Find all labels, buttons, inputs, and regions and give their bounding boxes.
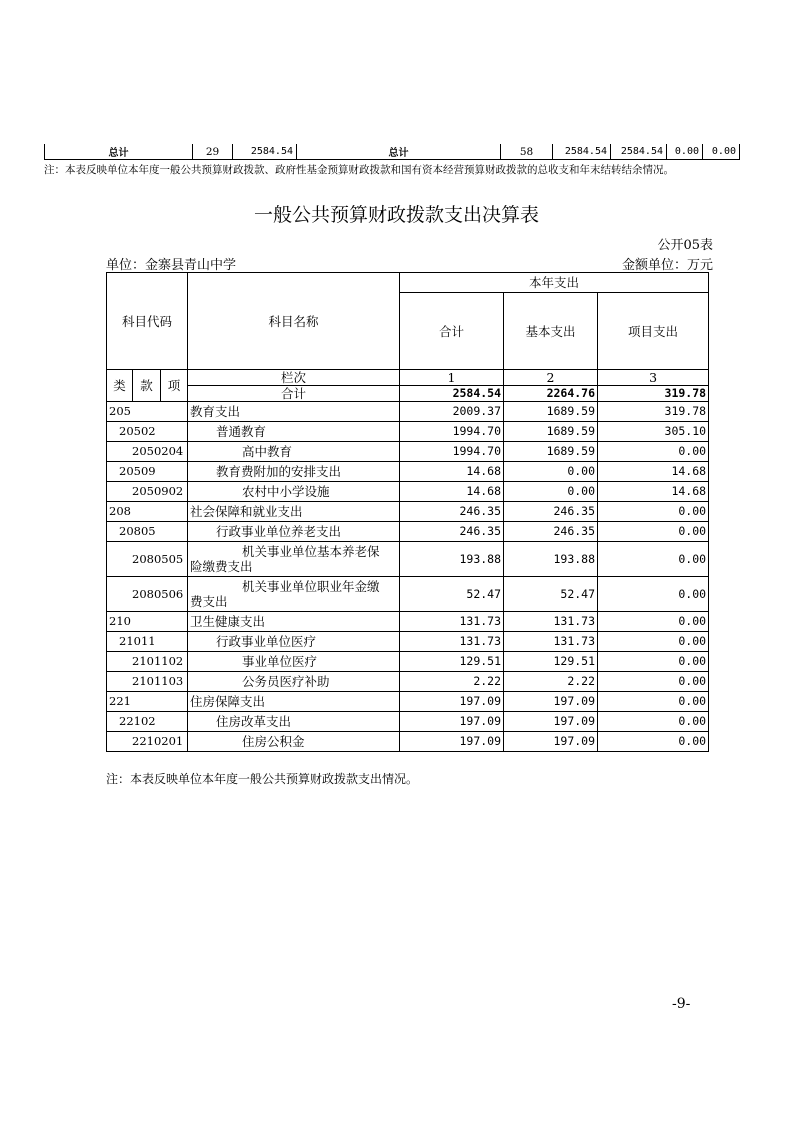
subject-code: 2210201 (107, 732, 188, 752)
value-total: 193.88 (400, 542, 504, 577)
value-basic: 131.73 (504, 612, 598, 632)
total-label-right: 总计 (297, 144, 501, 160)
value-project: 0.00 (598, 522, 709, 542)
table-row (107, 522, 709, 542)
table-row (107, 612, 709, 632)
value-project: 319.78 (598, 402, 709, 422)
subject-code: 205 (107, 402, 188, 422)
value-basic: 197.09 (504, 712, 598, 732)
col-no-2: 2 (504, 370, 598, 386)
value-project: 0.00 (598, 442, 709, 462)
subject-name (188, 542, 400, 577)
subject-code: 2080506 (107, 577, 188, 612)
total-label-left: 总计 (45, 144, 193, 160)
value-basic: 129.51 (504, 652, 598, 672)
table-row (107, 692, 709, 712)
value-basic: 246.35 (504, 502, 598, 522)
value-basic: 1689.59 (504, 422, 598, 442)
value-project: 0.00 (598, 612, 709, 632)
header-basic: 基本支出 (504, 293, 598, 370)
value-basic: 52.47 (504, 577, 598, 612)
total-value-3: 0.00 (667, 144, 703, 160)
total-value-4: 0.00 (703, 144, 740, 160)
subject-code: 20805 (107, 522, 188, 542)
value-project: 305.10 (598, 422, 709, 442)
subject-name-line-1: 机关事业单位职业年金缴 (242, 579, 380, 594)
value-total: 52.47 (400, 577, 504, 612)
value-project: 0.00 (598, 712, 709, 732)
subject-code: 2101103 (107, 672, 188, 692)
value-total: 197.09 (400, 712, 504, 732)
subject-name-line-1: 机关事业单位基本养老保 (242, 544, 380, 559)
value-project: 0.00 (598, 732, 709, 752)
unit-label: 单位：金寨县青山中学 (106, 258, 237, 273)
table-row (107, 672, 709, 692)
value-total: 131.73 (400, 612, 504, 632)
subject-name: 农村中小学设施 (188, 482, 400, 502)
table-row (107, 462, 709, 482)
value-basic: 193.88 (504, 542, 598, 577)
table-row (107, 402, 709, 422)
subject-code: 20502 (107, 422, 188, 442)
value-total: 14.68 (400, 482, 504, 502)
table-row (107, 712, 709, 732)
subject-code: 221 (107, 692, 188, 712)
page-title: 一般公共预算财政拨款支出决算表 (253, 204, 539, 226)
sum-project: 319.78 (598, 386, 709, 402)
value-basic: 131.73 (504, 632, 598, 652)
subject-name: 普通教育 (188, 422, 400, 442)
subject-name: 行政事业单位养老支出 (188, 522, 400, 542)
value-basic: 0.00 (504, 462, 598, 482)
value-total: 1994.70 (400, 422, 504, 442)
table-row (107, 652, 709, 672)
subject-name: 住房保障支出 (188, 692, 400, 712)
value-project: 0.00 (598, 632, 709, 652)
header-current-year: 本年支出 (400, 273, 709, 293)
value-basic: 2.22 (504, 672, 598, 692)
value-total: 2009.37 (400, 402, 504, 422)
subject-name-line-2: 险缴费支出 (190, 559, 253, 574)
header-lei: 类 (107, 370, 133, 402)
sum-total: 2584.54 (400, 386, 504, 402)
subject-name: 高中教育 (188, 442, 400, 462)
total-value-1: 2584.54 (553, 144, 611, 160)
value-total: 14.68 (400, 462, 504, 482)
value-basic: 1689.59 (504, 442, 598, 462)
sum-basic: 2264.76 (504, 386, 598, 402)
table-row (107, 577, 709, 612)
top-note: 注：本表反映单位本年度一般公共预算财政拨款、政府性基金预算财政拨款和国有资本经营预算财政拨款的总收支和年末结转结余情况。 (44, 164, 674, 176)
subject-name: 行政事业单位医疗 (188, 632, 400, 652)
header-subject-code: 科目代码 (107, 273, 188, 370)
value-total: 2.22 (400, 672, 504, 692)
total-amount-left: 2584.54 (233, 144, 297, 160)
value-basic: 246.35 (504, 522, 598, 542)
value-total: 246.35 (400, 502, 504, 522)
header-xiang: 项 (161, 370, 188, 402)
header-subject-name: 科目名称 (188, 273, 400, 370)
subject-name: 教育支出 (188, 402, 400, 422)
value-basic: 0.00 (504, 482, 598, 502)
subject-code: 22102 (107, 712, 188, 732)
subject-name: 社会保障和就业支出 (188, 502, 400, 522)
header-project: 项目支出 (598, 293, 709, 370)
value-total: 197.09 (400, 692, 504, 712)
previous-table-total-row (44, 144, 740, 160)
total-count-right: 58 (501, 144, 553, 160)
value-project: 14.68 (598, 462, 709, 482)
subject-code: 2050204 (107, 442, 188, 462)
subject-name: 事业单位医疗 (188, 652, 400, 672)
value-project: 0.00 (598, 542, 709, 577)
col-no-3: 3 (598, 370, 709, 386)
value-basic: 197.09 (504, 692, 598, 712)
value-total: 129.51 (400, 652, 504, 672)
subject-name-line-2: 费支出 (190, 594, 228, 609)
subject-code: 20509 (107, 462, 188, 482)
value-basic: 1689.59 (504, 402, 598, 422)
value-project: 14.68 (598, 482, 709, 502)
amount-unit-label: 金额单位：万元 (621, 258, 713, 273)
header-total: 合计 (400, 293, 504, 370)
subject-code: 21011 (107, 632, 188, 652)
header-column-no: 栏次 (188, 370, 400, 386)
sum-label: 合计 (188, 386, 400, 402)
value-project: 0.00 (598, 672, 709, 692)
subject-code: 2050902 (107, 482, 188, 502)
bottom-note: 注：本表反映单位本年度一般公共预算财政拨款支出情况。 (106, 772, 419, 786)
table-row (107, 542, 709, 577)
table-row (107, 482, 709, 502)
value-project: 0.00 (598, 502, 709, 522)
expenditure-table (106, 272, 709, 752)
col-no-1: 1 (400, 370, 504, 386)
subject-name: 住房公积金 (188, 732, 400, 752)
subject-name: 住房改革支出 (188, 712, 400, 732)
value-total: 246.35 (400, 522, 504, 542)
total-value-2: 2584.54 (611, 144, 667, 160)
form-code: 公开05表 (657, 238, 713, 253)
table-row (107, 732, 709, 752)
value-project: 0.00 (598, 652, 709, 672)
table-row (107, 442, 709, 462)
table-row (107, 422, 709, 442)
subject-code: 2101102 (107, 652, 188, 672)
value-total: 1994.70 (400, 442, 504, 462)
value-basic: 197.09 (504, 732, 598, 752)
subject-code: 208 (107, 502, 188, 522)
table-row (107, 632, 709, 652)
subject-name: 教育费附加的安排支出 (188, 462, 400, 482)
header-kuan: 款 (133, 370, 161, 402)
page-number: -9- (672, 996, 691, 1012)
value-total: 131.73 (400, 632, 504, 652)
subject-code: 210 (107, 612, 188, 632)
table-row (107, 502, 709, 522)
total-count-left: 29 (193, 144, 233, 160)
subject-name: 卫生健康支出 (188, 612, 400, 632)
value-total: 197.09 (400, 732, 504, 752)
value-project: 0.00 (598, 692, 709, 712)
subject-name (188, 577, 400, 612)
value-project: 0.00 (598, 577, 709, 612)
subject-code: 2080505 (107, 542, 188, 577)
subject-name: 公务员医疗补助 (188, 672, 400, 692)
